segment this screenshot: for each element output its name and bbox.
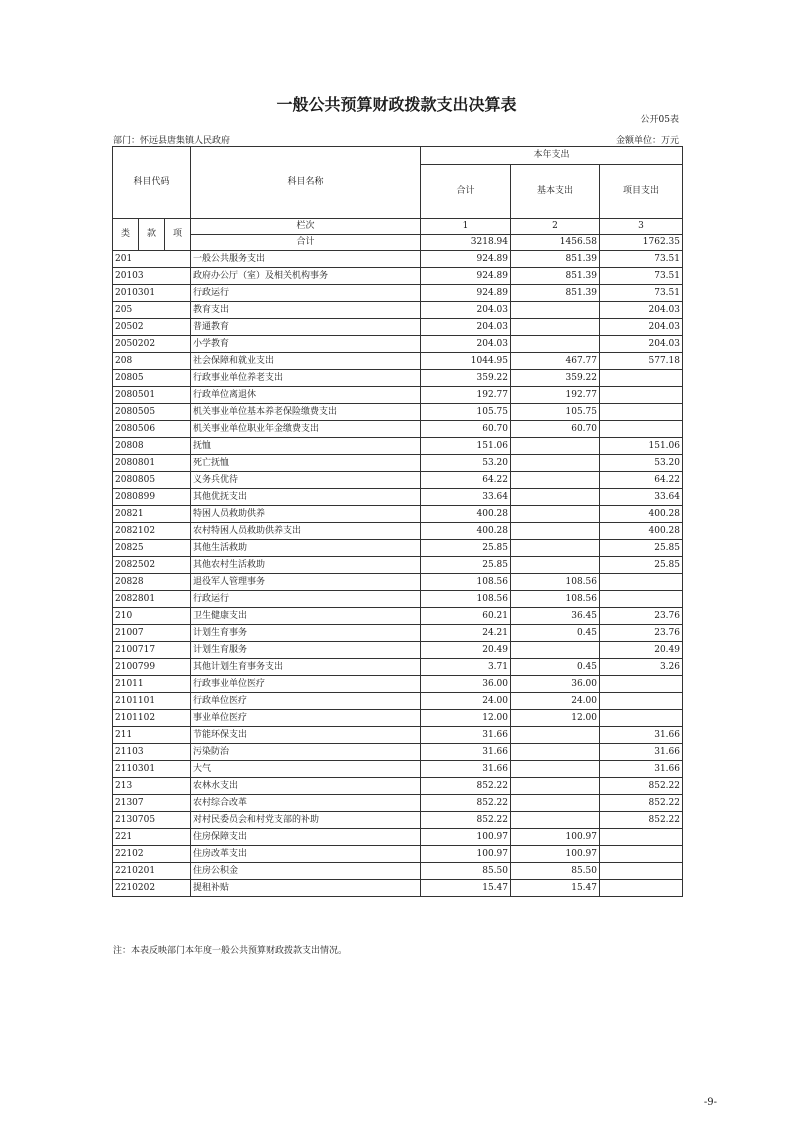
row-code: 221 [113,829,191,846]
row-name: 社会保障和就业支出 [191,353,421,370]
table-row [113,438,683,455]
header-col-index: 栏次 [191,219,421,235]
row-project: 53.20 [600,455,683,472]
table-row [113,353,683,370]
row-code: 21011 [113,676,191,693]
row-total: 924.89 [421,251,511,268]
table-row [113,829,683,846]
row-code: 21103 [113,744,191,761]
table-row [113,880,683,897]
row-total: 25.85 [421,557,511,574]
row-project: 31.66 [600,727,683,744]
row-basic: 0.45 [511,659,600,676]
row-total: 852.22 [421,778,511,795]
row-total: 852.22 [421,795,511,812]
table-row [113,489,683,506]
header-col-3: 3 [600,219,683,235]
table-row [113,778,683,795]
row-total: 924.89 [421,268,511,285]
row-project [600,421,683,438]
table-row [113,387,683,404]
row-basic [511,812,600,829]
table-row [113,863,683,880]
row-name: 特困人员救助供养 [191,506,421,523]
row-project: 33.64 [600,489,683,506]
row-name: 退役军人管理事务 [191,574,421,591]
row-total: 100.97 [421,829,511,846]
row-project: 3.26 [600,659,683,676]
row-total: 20.49 [421,642,511,659]
amount-unit-label: 金额单位：万元 [615,136,679,146]
row-name: 其他生活救助 [191,540,421,557]
row-total: 1044.95 [421,353,511,370]
row-total: 53.20 [421,455,511,472]
row-project [600,863,683,880]
row-total: 85.50 [421,863,511,880]
row-basic [511,489,600,506]
row-code: 21007 [113,625,191,642]
header-xiang: 项 [165,219,191,251]
row-code: 2050202 [113,336,191,353]
row-name: 死亡抚恤 [191,455,421,472]
table-row [113,268,683,285]
row-basic: 851.39 [511,268,600,285]
row-name: 住房改革支出 [191,846,421,863]
table-row [113,421,683,438]
row-name: 行政事业单位养老支出 [191,370,421,387]
row-total: 400.28 [421,523,511,540]
row-project [600,880,683,897]
row-basic [511,302,600,319]
row-name: 住房公积金 [191,863,421,880]
row-code: 20103 [113,268,191,285]
table-row [113,251,683,268]
row-basic [511,642,600,659]
row-project: 73.51 [600,285,683,302]
row-name: 节能环保支出 [191,727,421,744]
row-total: 924.89 [421,285,511,302]
row-name: 农林水支出 [191,778,421,795]
row-code: 2080501 [113,387,191,404]
table-row [113,404,683,421]
row-total: 12.00 [421,710,511,727]
row-basic [511,557,600,574]
row-project: 31.66 [600,744,683,761]
row-project: 25.85 [600,540,683,557]
row-basic: 467.77 [511,353,600,370]
row-basic [511,744,600,761]
table-row [113,523,683,540]
row-total: 151.06 [421,438,511,455]
row-project: 852.22 [600,812,683,829]
row-project: 151.06 [600,438,683,455]
row-total: 105.75 [421,404,511,421]
row-name: 计划生育事务 [191,625,421,642]
row-code: 210 [113,608,191,625]
summary-project: 1762.35 [600,235,683,251]
row-total: 60.21 [421,608,511,625]
table-row [113,455,683,472]
row-name: 政府办公厅（室）及相关机构事务 [191,268,421,285]
row-basic: 36.45 [511,608,600,625]
row-project: 852.22 [600,795,683,812]
row-code: 2101101 [113,693,191,710]
row-name: 卫生健康支出 [191,608,421,625]
header-kuan: 款 [139,219,165,251]
row-code: 2010301 [113,285,191,302]
row-project: 204.03 [600,302,683,319]
row-project: 23.76 [600,608,683,625]
header-lei: 类 [113,219,139,251]
row-total: 204.03 [421,302,511,319]
row-total: 359.22 [421,370,511,387]
header-current-year: 本年支出 [421,147,683,165]
row-project [600,846,683,863]
row-name: 行政单位离退休 [191,387,421,404]
row-project: 73.51 [600,268,683,285]
row-code: 2130705 [113,812,191,829]
row-name: 农村综合改革 [191,795,421,812]
table-row [113,710,683,727]
row-code: 2080899 [113,489,191,506]
summary-label: 合计 [191,235,421,251]
row-code: 205 [113,302,191,319]
row-basic: 105.75 [511,404,600,421]
table-row [113,642,683,659]
row-basic [511,761,600,778]
row-project: 23.76 [600,625,683,642]
row-project: 20.49 [600,642,683,659]
row-project [600,370,683,387]
row-project: 31.66 [600,761,683,778]
row-code: 2080805 [113,472,191,489]
row-code: 2080505 [113,404,191,421]
row-basic [511,540,600,557]
row-name: 抚恤 [191,438,421,455]
table-row [113,659,683,676]
summary-basic: 1456.58 [511,235,600,251]
row-basic: 192.77 [511,387,600,404]
row-code: 20808 [113,438,191,455]
header-name: 科目名称 [191,147,421,219]
row-code: 20828 [113,574,191,591]
row-project: 204.03 [600,319,683,336]
table-row [113,795,683,812]
row-code: 20821 [113,506,191,523]
row-code: 2100799 [113,659,191,676]
row-name: 其他计划生育事务支出 [191,659,421,676]
table-row [113,727,683,744]
table-row [113,812,683,829]
row-basic: 24.00 [511,693,600,710]
row-code: 20805 [113,370,191,387]
header-col-1: 1 [421,219,511,235]
row-total: 204.03 [421,336,511,353]
row-project [600,387,683,404]
row-basic: 0.45 [511,625,600,642]
row-name: 行政运行 [191,591,421,608]
header-col-2: 2 [511,219,600,235]
row-code: 21307 [113,795,191,812]
row-code: 22102 [113,846,191,863]
row-basic: 108.56 [511,574,600,591]
row-basic [511,795,600,812]
row-name: 义务兵优待 [191,472,421,489]
table-row [113,557,683,574]
row-total: 31.66 [421,761,511,778]
row-total: 31.66 [421,727,511,744]
row-basic: 60.70 [511,421,600,438]
row-basic: 100.97 [511,829,600,846]
row-name: 对村民委员会和村党支部的补助 [191,812,421,829]
row-code: 2110301 [113,761,191,778]
row-total: 3.71 [421,659,511,676]
row-basic: 851.39 [511,251,600,268]
table-row [113,625,683,642]
table-row [113,472,683,489]
row-total: 108.56 [421,591,511,608]
row-code: 20502 [113,319,191,336]
table-row [113,693,683,710]
row-total: 24.00 [421,693,511,710]
table-row [113,574,683,591]
row-total: 400.28 [421,506,511,523]
row-name: 行政单位医疗 [191,693,421,710]
summary-row [113,235,683,251]
expenditure-table [112,146,683,897]
row-basic [511,438,600,455]
row-project [600,676,683,693]
page-number: -9- [703,1097,717,1108]
row-total: 192.77 [421,387,511,404]
row-basic: 359.22 [511,370,600,387]
row-project [600,693,683,710]
row-code: 2101102 [113,710,191,727]
row-project [600,710,683,727]
row-project [600,829,683,846]
row-project [600,404,683,421]
row-code: 2080801 [113,455,191,472]
row-code: 2100717 [113,642,191,659]
row-code: 20825 [113,540,191,557]
row-total: 31.66 [421,744,511,761]
row-project: 25.85 [600,557,683,574]
row-code: 2082502 [113,557,191,574]
row-project: 73.51 [600,251,683,268]
row-name: 小学教育 [191,336,421,353]
row-name: 行政事业单位医疗 [191,676,421,693]
row-project [600,591,683,608]
row-name: 农村特困人员救助供养支出 [191,523,421,540]
table-row [113,319,683,336]
table-row [113,846,683,863]
row-code: 2210201 [113,863,191,880]
table-row [113,540,683,557]
row-name: 大气 [191,761,421,778]
row-name: 其他优抚支出 [191,489,421,506]
row-basic: 12.00 [511,710,600,727]
row-total: 33.64 [421,489,511,506]
table-row [113,744,683,761]
row-basic [511,778,600,795]
row-basic [511,336,600,353]
row-code: 2082102 [113,523,191,540]
header-total: 合计 [421,165,511,219]
row-project: 852.22 [600,778,683,795]
row-total: 852.22 [421,812,511,829]
row-name: 提租补贴 [191,880,421,897]
row-total: 64.22 [421,472,511,489]
row-name: 事业单位医疗 [191,710,421,727]
row-name: 普通教育 [191,319,421,336]
row-total: 60.70 [421,421,511,438]
table-row [113,370,683,387]
row-basic: 851.39 [511,285,600,302]
table-row [113,591,683,608]
row-total: 15.47 [421,880,511,897]
header-code: 科目代码 [113,147,191,219]
table-row [113,676,683,693]
row-code: 2082801 [113,591,191,608]
row-project: 64.22 [600,472,683,489]
row-project: 204.03 [600,336,683,353]
row-total: 25.85 [421,540,511,557]
row-name: 一般公共服务支出 [191,251,421,268]
row-total: 100.97 [421,846,511,863]
row-name: 行政运行 [191,285,421,302]
row-basic: 100.97 [511,846,600,863]
row-total: 204.03 [421,319,511,336]
row-basic: 85.50 [511,863,600,880]
summary-total: 3218.94 [421,235,511,251]
table-row [113,506,683,523]
row-basic [511,506,600,523]
row-code: 201 [113,251,191,268]
table-note: 注：本表反映部门本年度一般公共预算财政拨款支出情况。 [113,946,348,956]
row-basic [511,319,600,336]
row-basic: 108.56 [511,591,600,608]
department-label: 部门：怀远县唐集镇人民政府 [113,136,231,146]
row-basic [511,472,600,489]
row-code: 208 [113,353,191,370]
table-row [113,761,683,778]
table-row [113,285,683,302]
row-name: 其他农村生活救助 [191,557,421,574]
row-name: 机关事业单位职业年金缴费支出 [191,421,421,438]
row-project: 400.28 [600,523,683,540]
row-basic [511,455,600,472]
row-code: 2210202 [113,880,191,897]
row-total: 108.56 [421,574,511,591]
row-basic [511,727,600,744]
table-row [113,302,683,319]
row-code: 213 [113,778,191,795]
table-row [113,336,683,353]
row-name: 计划生育服务 [191,642,421,659]
row-code: 211 [113,727,191,744]
table-row [113,608,683,625]
row-basic: 15.47 [511,880,600,897]
row-code: 2080506 [113,421,191,438]
row-basic: 36.00 [511,676,600,693]
row-total: 24.21 [421,625,511,642]
row-total: 36.00 [421,676,511,693]
row-name: 机关事业单位基本养老保险缴费支出 [191,404,421,421]
form-number: 公开05表 [640,115,679,125]
row-name: 污染防治 [191,744,421,761]
header-basic: 基本支出 [511,165,600,219]
row-name: 教育支出 [191,302,421,319]
row-project: 400.28 [600,506,683,523]
header-project: 项目支出 [600,165,683,219]
page-title: 一般公共预算财政拨款支出决算表 [276,95,517,114]
row-project [600,574,683,591]
row-basic [511,523,600,540]
row-project: 577.18 [600,353,683,370]
row-name: 住房保障支出 [191,829,421,846]
